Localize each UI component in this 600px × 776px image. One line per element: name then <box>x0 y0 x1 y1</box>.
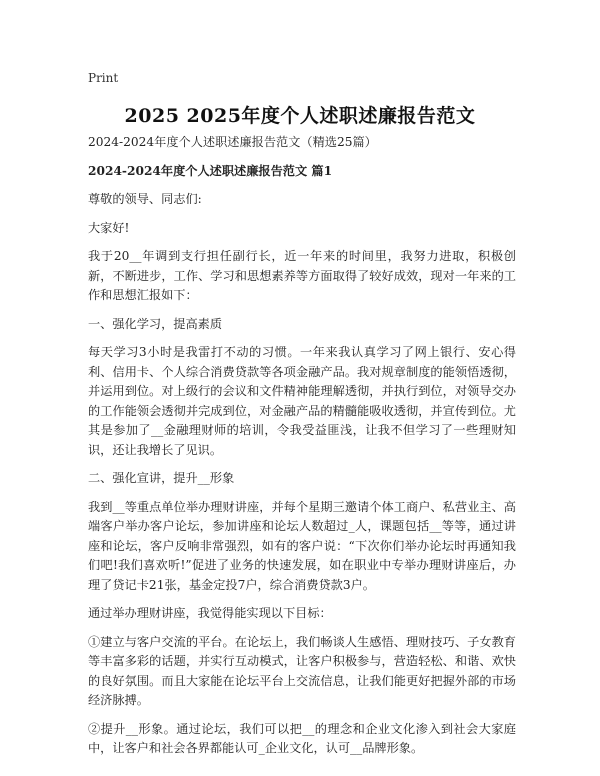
document-body <box>88 133 516 768</box>
promotion-paragraph: 我到__等重点单位举办理财讲座，并每个星期三邀请个体工商户、私营业主、高端客户举办客户论坛，参加讲座和论坛人数超过_人，课题包括__等等，通过讲座和论坛，客户反响非常强烈，如有的客户说：“下次你们举办论坛时再通知我们吧!我们喜欢听!”促进了业务的快速发展，如在职业中专举办理财讲座后，办理了贷记卡21张，基金定投7户，综合消费贷款3户。 <box>88 499 516 592</box>
learning-paragraph: 每天学习3小时是我雷打不动的习惯。一年来我认真学习了网上银行、安心得利、信用卡、个人综合消费贷款等各项金融产品。我对规章制度的能领悟透彻，并运用到位。对上级行的会议和文件精神能理解透彻，并执行到位，对领导交办的工作能领会透彻并完成到位，对金融产品的精髓能吸收透彻，并宣传到位。尤其是参加了__金融理财师的培训，令我受益匪浅，让我不但学习了一些理财知识，还让我增长了见识。 <box>88 345 516 457</box>
heading-learning: 一、强化学习，提高素质 <box>88 316 223 331</box>
goal-2-paragraph: ②提升__形象。通过论坛，我们可以把__的理念和企业文化渗入到社会大家庭中，让客户和社会各界都能认可_企业文化，认可__品牌形象。 <box>88 721 516 755</box>
document-title: 2025 2025年度个人述职述廉报告范文 <box>124 105 476 127</box>
goal-1-paragraph: ①建立与客户交流的平台。在论坛上，我们畅谈人生感悟、理财技巧、子女教育等丰富多彩的话题，并实行互动模式，让客户积极参与，营造轻松、和谐、欢快的良好氛围。而且大家能在论坛平台上交流信息，让我们能更好把握外部的市场经济脉搏。 <box>88 634 516 707</box>
intro-paragraph: 我于20__年调到支行担任副行长，近一年来的时间里，我努力进取，积极创新，不断进步，工作、学习和思想素养等方面取得了较好成效，现对一年来的工作和思想汇报如下： <box>88 249 516 302</box>
section-title: 2024-2024年度个人述职述廉报告范文 篇1 <box>88 163 333 178</box>
goals-intro: 通过举办理财讲座，我觉得能实现以下目标： <box>88 606 332 620</box>
salutation: 大家好! <box>88 220 130 235</box>
document-subtitle: 2024-2024年度个人述职述廉报告范文（精选25篇） <box>88 135 377 149</box>
heading-promotion: 二、强化宣讲，提升__形象 <box>88 471 235 485</box>
greeting: 尊敬的领导、同志们: <box>88 192 202 206</box>
print-link[interactable]: Print <box>88 71 119 85</box>
